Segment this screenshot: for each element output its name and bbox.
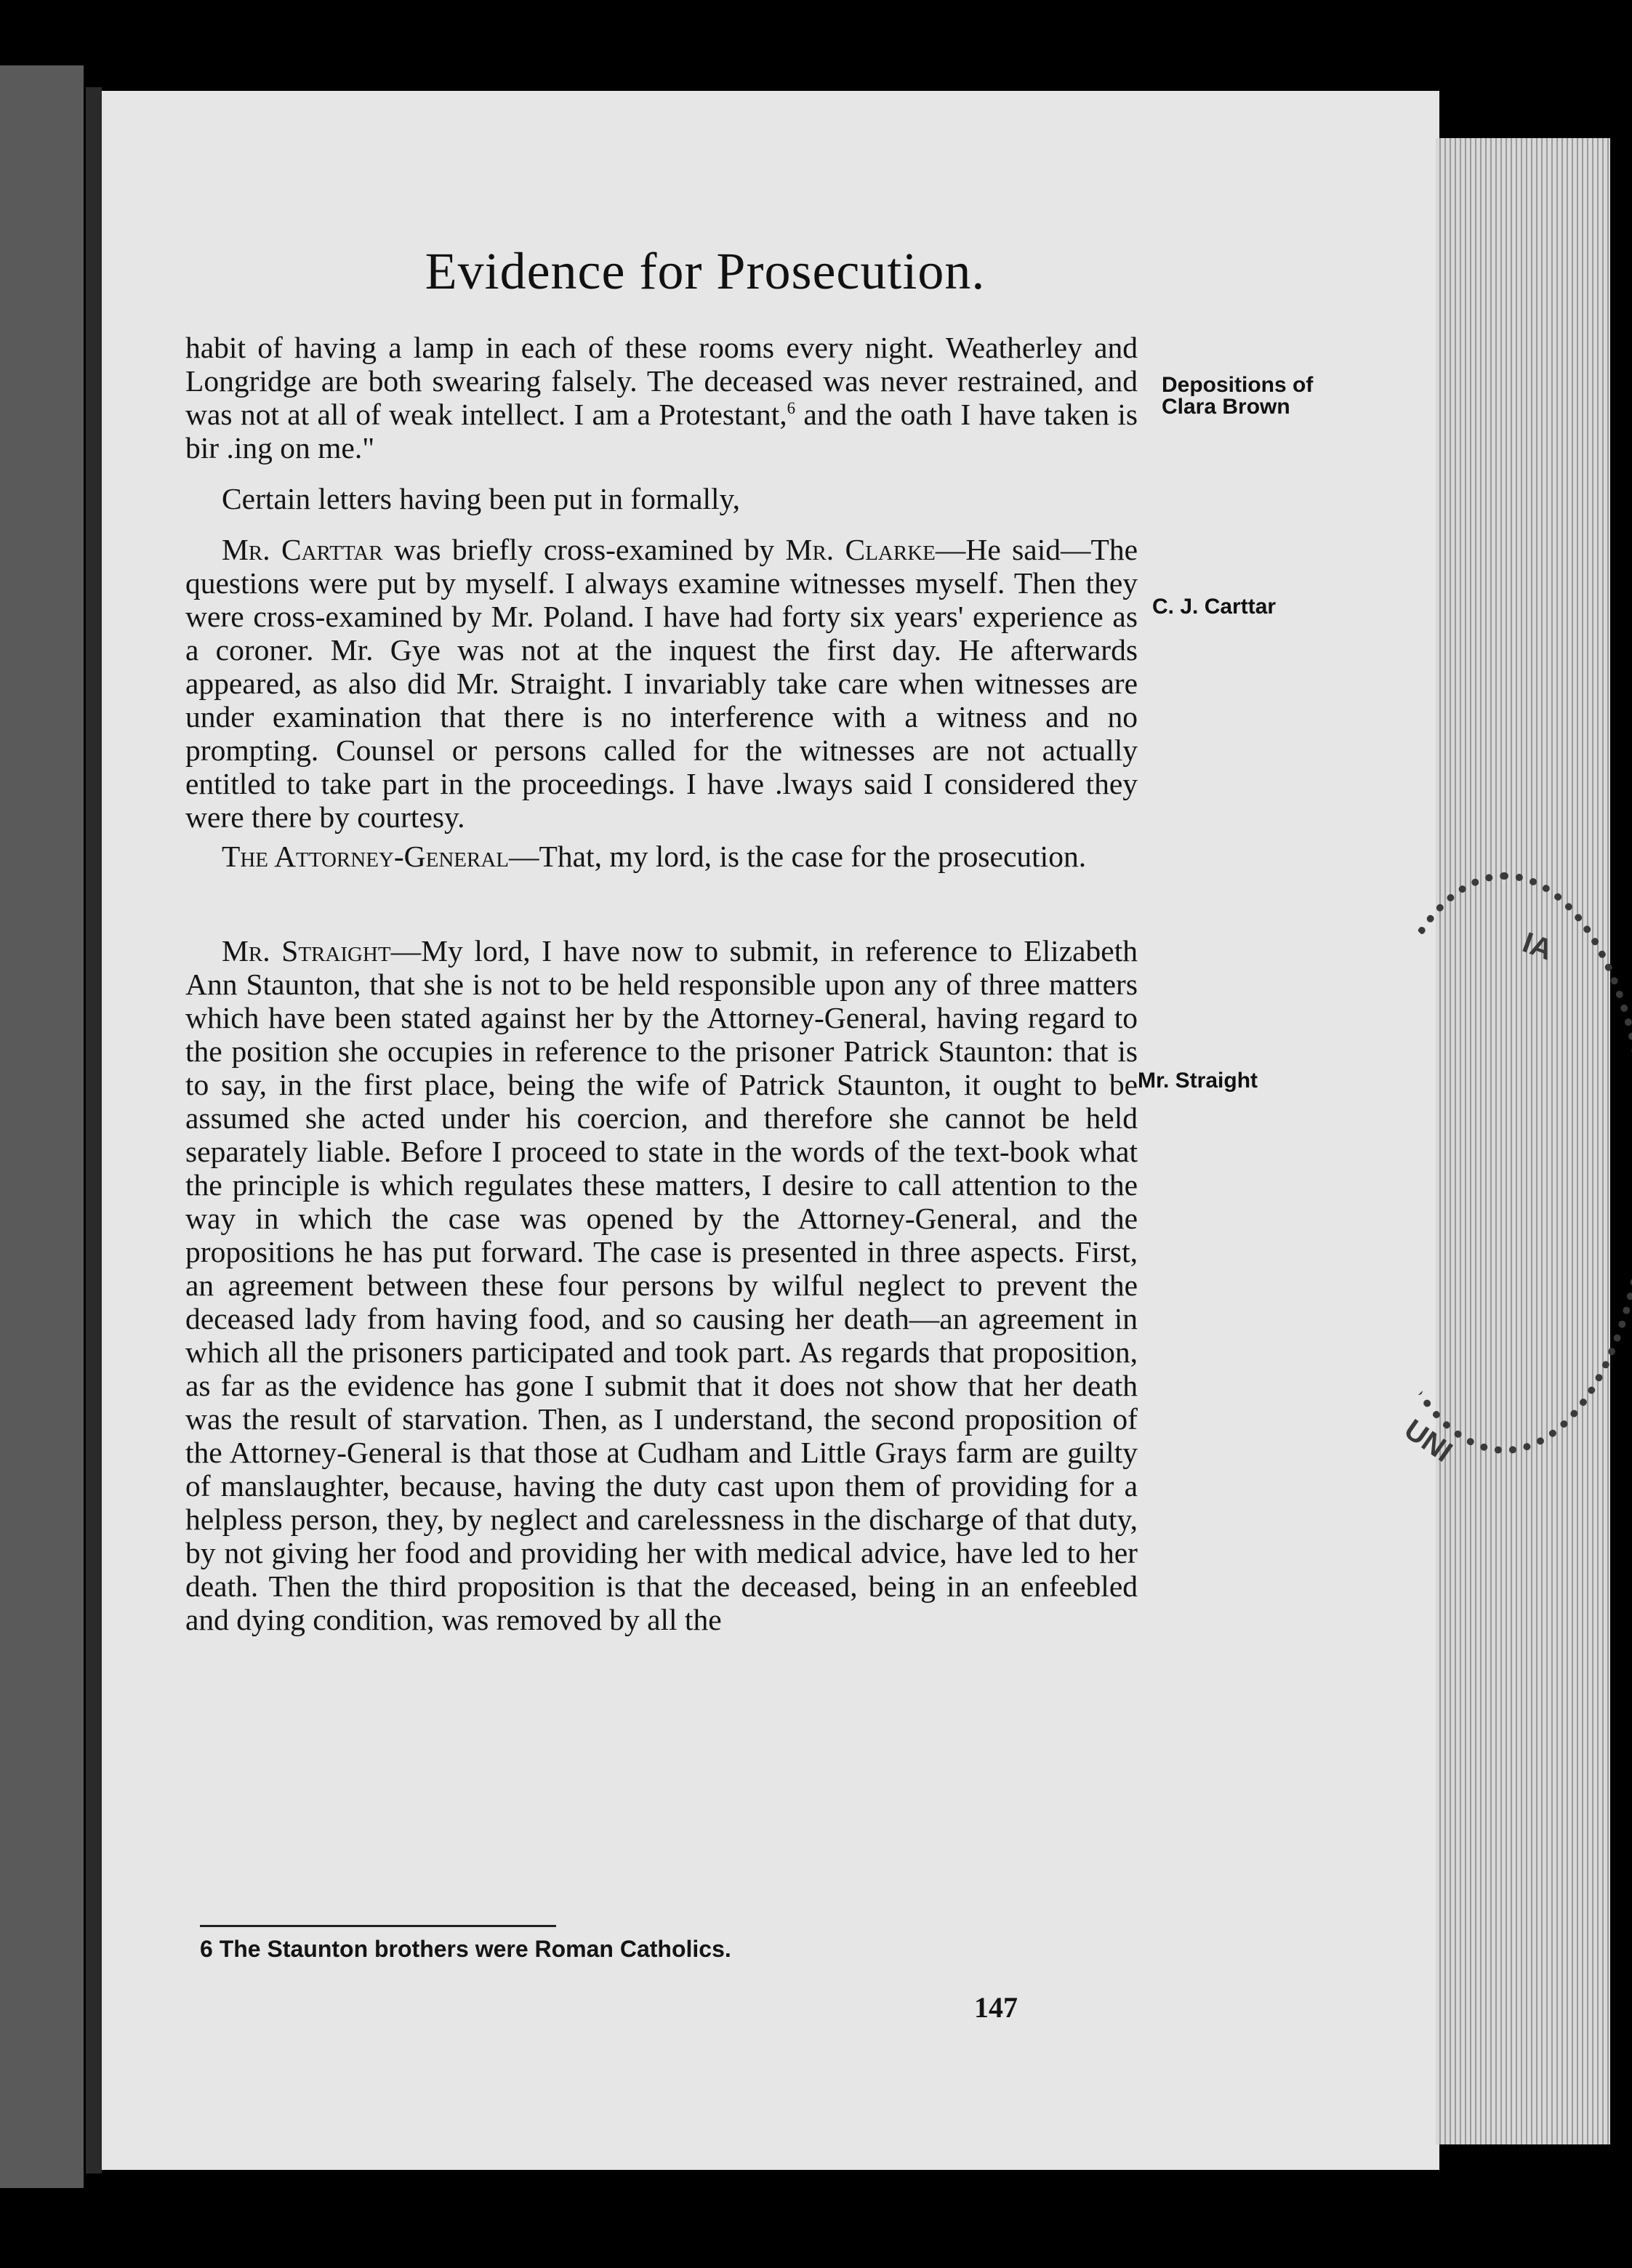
footnote bbox=[200, 1936, 1072, 1963]
footnote-number: 6 bbox=[200, 1936, 213, 1962]
margin-note-straight: Mr. Straight bbox=[1138, 1069, 1258, 1093]
paragraph-text: —That, my lord, is the case for the prosecution. bbox=[509, 840, 1087, 873]
paragraph-deposition-end bbox=[185, 331, 1138, 465]
library-stamp bbox=[1359, 872, 1632, 1454]
margin-note-line: Depositions of bbox=[1162, 373, 1314, 397]
paragraph-carttar bbox=[185, 533, 1138, 834]
page-body bbox=[185, 331, 1138, 1636]
paragraph-attorney-general bbox=[185, 840, 1138, 873]
paragraph-straight bbox=[185, 934, 1138, 1636]
facing-page-edge bbox=[0, 65, 84, 2188]
speaker-name: Mr. Straight bbox=[222, 934, 391, 968]
margin-note-line: Clara Brown bbox=[1162, 395, 1290, 419]
stamp-text-top: IA bbox=[1518, 926, 1557, 967]
page-title: Evidence for Prosecution. bbox=[425, 242, 986, 300]
paragraph-text: —He said—The questions were put by myself. I always examine witnesses myself. Then they were cross-examined by Mr. Poland. I have had forty six years' experience as a coroner. Mr. Gye was not at the inquest the first day. He afterwards appeared, as also did Mr. Straight. I invariably take care when witnesses are under examination that there is no interference with a witness and no prompting. Counsel or persons called for the witnesses are not actually entitled to take part in the proceedings. I have .lways said I considered they were there by courtesy. bbox=[185, 533, 1138, 834]
paragraph-text: —My lord, I have now to submit, in reference to Elizabeth Ann Staunton, that she is not to be held responsible upon any of three matters which have been stated against her by the Attorney-General, having regard to the position she occupies in reference to the prisoner Patrick Staunton: that is to say, in the first place, being the wife of Patrick Staunton, it ought to be assumed she acted under his coercion, and therefore she cannot be held separately liable. Before I proceed to state in the words of the text-book what the principle is which regulates these matters, I desire to call attention to the way in which the case was opened by the Attorney-General, and the propositions he has put forward. The case is presented in three aspects. First, an agreement between these four persons by wilful neglect to prevent the deceased lady from having food, and so causing her death—an agreement in which all the prisoners participated and took part. As regards that proposition, as far as the evidence has gone I submit that it does not show that her death was the result of starvation. Then, as I understand, the second proposition of the Attorney-General is that those at Cudham and Little Grays farm are guilty of manslaughter, because, having the duty cast upon them of providing for a helpless person, they, by neglect and carelessness in the discharge of that duty, by not giving her food and providing her with medical advice, have led to her death. Then the third proposition is that the deceased, being in an enfeebled and dying condition, was removed by all the bbox=[185, 934, 1138, 1636]
book-spine bbox=[86, 87, 102, 2174]
footnote-marker: 6 bbox=[787, 399, 796, 418]
stamp-text-bottom: UNI bbox=[1398, 1413, 1458, 1468]
speaker-name: Mr. Clarke bbox=[785, 533, 936, 566]
footnote-rule bbox=[200, 1925, 556, 1927]
paragraph-text: habit of having a lamp in each of these rooms every night. Weatherley and Longridge are both swearing falsely. The deceased was never restrained, and was not at all of weak intellect. I am a Protestant, bbox=[185, 331, 1138, 431]
margin-note-carttar: C. J. Carttar bbox=[1152, 595, 1277, 619]
speaker-name: Mr. Carttar bbox=[222, 533, 383, 566]
footnote-text: The Staunton brothers were Roman Catholics. bbox=[212, 1936, 731, 1962]
margin-note-depositions bbox=[1162, 374, 1313, 418]
page-number: 147 bbox=[974, 1991, 1018, 2024]
paragraph-letters: Certain letters having been put in formally, bbox=[222, 482, 740, 515]
paragraph-text: was briefly cross-examined by bbox=[382, 533, 786, 566]
speaker-name: The Attorney-General bbox=[222, 840, 510, 873]
paragraph-text: and the oath I have taken is bir .ing on me." bbox=[185, 398, 1138, 465]
